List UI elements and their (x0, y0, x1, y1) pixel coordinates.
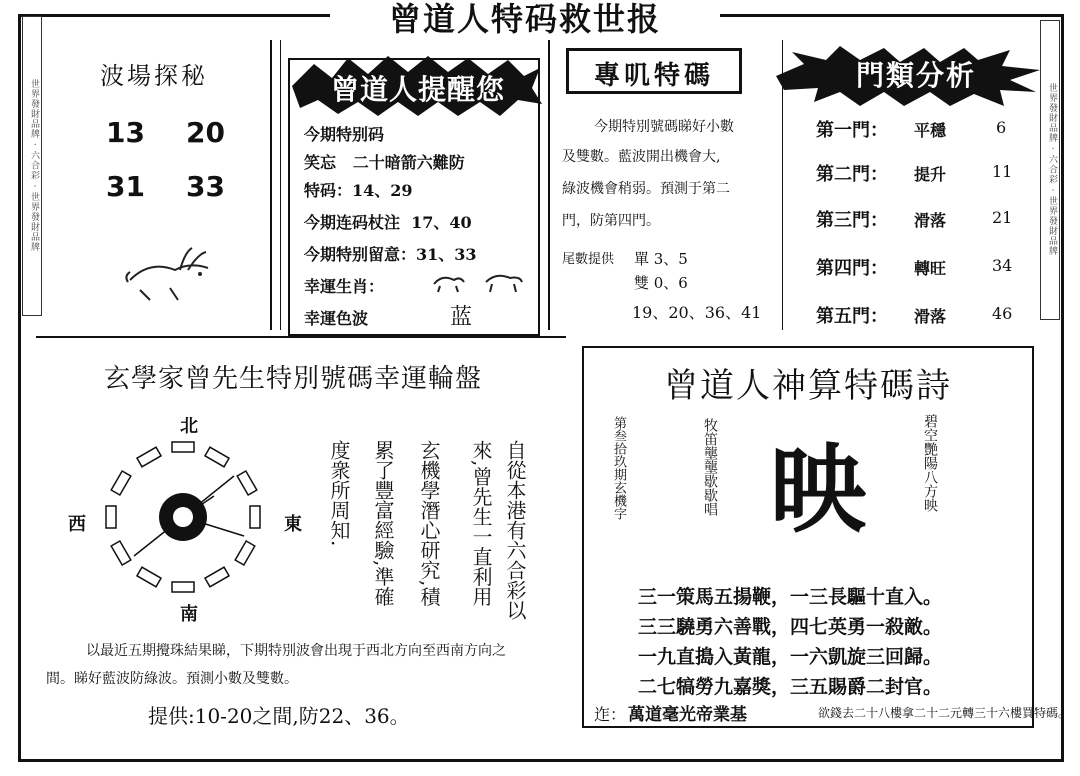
reminder-label: 今期特别留意： (304, 245, 417, 264)
poem-title: 曾道人神算特碼詩 (664, 366, 952, 406)
gate-number: 11 (992, 162, 1013, 181)
reminder-title: 曾道人提醒您 (330, 73, 505, 106)
gates-title: 門類分析 (855, 59, 976, 92)
poem-line: 二七犒勞九嘉獎，三五賜爵二封官。 (638, 676, 943, 698)
gate-number: 34 (992, 256, 1013, 275)
lucky-wheel-diagram (94, 436, 274, 598)
gate-label: 第一門： (816, 120, 888, 141)
direction-south: 南 (180, 604, 198, 625)
poem-column-left: 第叁拾玖期玄機字 (611, 416, 626, 520)
reminder-lucky-color: 蓝 (450, 305, 473, 330)
reminder-value: 31、33 (416, 245, 477, 264)
poem-footer-left: 萬道毫光帝業基 (628, 705, 747, 725)
special-title-box (566, 48, 742, 94)
gate-trend: 滑落 (914, 307, 947, 326)
poem-box (582, 346, 1071, 728)
reminder-label: 笑忘 (304, 153, 337, 172)
reminder-box (288, 58, 540, 336)
reminder-label: 幸運色波 (304, 309, 369, 328)
gate-trend: 平穩 (914, 121, 947, 140)
wheel-title: 玄學家曾先生特別號碼幸運輪盤 (104, 364, 483, 394)
special-text-line: 門，防第四門。 (562, 213, 660, 229)
gate-label: 第三門： (816, 210, 888, 231)
special-title: 專叽特碼 (593, 61, 714, 91)
tail-label: 尾數提供 (562, 252, 615, 267)
gate-trend: 滑落 (914, 211, 947, 230)
wheel-text-column: 度衆所周知. (327, 440, 351, 547)
reminder-value: 二十暗箭六難防 (352, 153, 465, 172)
special-section (558, 40, 778, 330)
direction-north: 北 (180, 416, 198, 437)
wheel-note-line: 以最近五期攪珠結果睇，下期特別波會出現于西北方向至西南方向之 (86, 643, 506, 659)
poem-column-right: 碧空艷陽八方映 (922, 414, 938, 512)
tail-numbers: 19、20、36、41 (632, 303, 762, 322)
gates-section (786, 40, 1038, 330)
direction-west: 西 (68, 514, 86, 535)
divider (548, 40, 550, 330)
wheel-provide: 提供:10-20之間,防22、36。 (148, 704, 410, 728)
wheel-text-column: 累了豐富經驗,準確 (371, 440, 395, 607)
divider (270, 40, 272, 330)
reminder-label: 幸運生肖： (304, 277, 385, 296)
wave-title: 波場探秘 (100, 62, 208, 90)
poem-footer-prefix: 迮： (594, 705, 627, 724)
reminder-label: 今期连码杖注 (304, 213, 401, 232)
special-text-line: 綠波機會稍弱。預測于第二 (562, 181, 730, 197)
direction-east: 東 (284, 514, 302, 535)
poem-line: 一九直搗入黃龍，一六凱旋三回歸。 (638, 646, 943, 668)
poem-line: 三三驍勇六善戰，四七英勇一殺敵。 (638, 616, 943, 638)
wave-section (48, 40, 270, 330)
wheel-text-column: 自從本港有六合彩以 (503, 440, 527, 620)
rabbit-illustration-icon (120, 240, 220, 306)
wave-number: 20 (186, 116, 225, 149)
reminder-value: 17、40 (411, 213, 472, 232)
poem-line: 三一策馬五揚鞭，一三長驅十直入。 (638, 586, 943, 608)
special-text-line: 今期特別號碼睇好小數 (594, 119, 734, 135)
special-text-line: 及雙數。藍波開出機會大, (562, 149, 721, 165)
divider (280, 40, 281, 330)
gate-number: 46 (992, 304, 1013, 323)
zodiac-animals-icon (430, 268, 526, 294)
gate-number: 21 (992, 208, 1013, 227)
wave-number: 13 (106, 116, 145, 149)
gate-trend: 提升 (914, 165, 947, 184)
right-side-strip: 世界發財品牌 · 六合彩 · 世界發財品牌 (1040, 20, 1060, 320)
gate-trend: 轉旺 (914, 259, 947, 278)
wave-number: 31 (106, 170, 145, 203)
poem-big-character: 映 (770, 434, 866, 546)
gate-label: 第五門： (816, 306, 888, 327)
reminder-label: 今期特别码 (304, 125, 385, 144)
page-title: 曾道人特码救世报 (330, 0, 720, 34)
wave-number: 33 (186, 170, 225, 203)
tail-double: 雙 0、6 (634, 274, 688, 292)
wheel-text-column: 來,曾先生一直利用 (469, 440, 493, 607)
gate-number: 6 (996, 118, 1007, 137)
poem-footer-right: 欲錢去二十八樓拿二十二元轉三十六樓買特碼。 (818, 706, 1071, 720)
divider (36, 336, 566, 338)
wheel-text-column: 玄機學潛心研究,積 (417, 440, 441, 607)
poem-column-mid: 牧笛壟壟歇歇唱 (702, 418, 718, 516)
reminder-value: 14、29 (352, 181, 413, 200)
wheel-note-line: 間。睇好藍波防綠波。預測小數及雙數。 (46, 671, 298, 687)
wheel-section (40, 340, 570, 750)
tail-single: 單 3、5 (634, 250, 688, 268)
gate-label: 第四門： (816, 258, 888, 279)
gate-label: 第二門： (816, 164, 888, 185)
left-side-strip: 世界發財品牌 · 六合彩 · 世界發財品牌 (22, 16, 42, 316)
reminder-label: 特码： (304, 181, 353, 200)
